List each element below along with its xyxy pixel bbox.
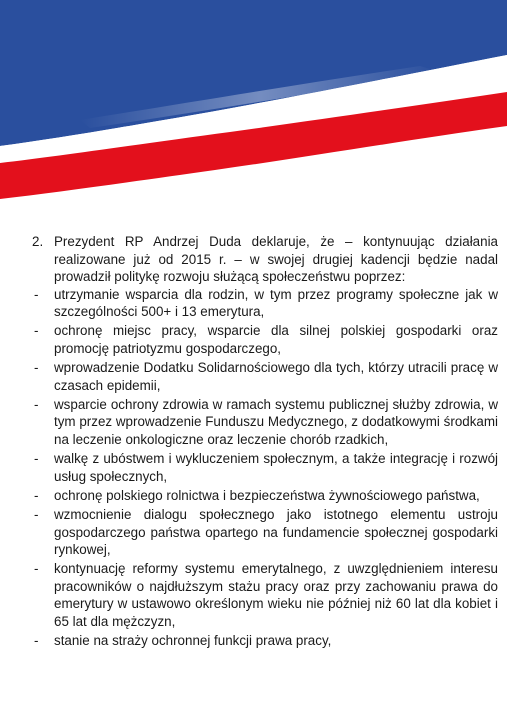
list-item (32, 632, 498, 650)
list-item-text: ochronę polskiego rolnictwa i bezpieczeństwa żywnościowego państwa, (54, 487, 480, 503)
bullet-dash: - (34, 633, 39, 649)
bullet-dash: - (34, 360, 39, 376)
list-item-text: utrzymanie wsparcia dla rodzin, w tym przez programy społeczne jak w szczególności 500+ i 13 emerytura, (54, 286, 498, 320)
flag-banner (0, 0, 507, 215)
list-item-text: stanie na straży ochronnej funkcji prawa pracy, (54, 633, 332, 649)
document-body (32, 233, 498, 651)
bullet-dash: - (34, 451, 39, 467)
list-item (32, 322, 498, 357)
list-item (32, 506, 498, 559)
list-item (32, 286, 498, 321)
commitments-list (32, 286, 498, 650)
list-item-text: walkę z ubóstwem i wykluczeniem społecznym, a także integrację i rozwój usług społecznych, (54, 451, 498, 484)
bullet-dash: - (34, 323, 39, 339)
list-item-text: kontynuację reformy systemu emerytalnego, z uwzględnieniem interesu pracowników o najdłuższym stażu pracy oraz przy zachowaniu prawa do emerytury w ustawowo określonym wieku nie później niż 60 lat dla kobiet i 65 lat dla mężczyzn, (54, 561, 498, 629)
list-item (32, 560, 498, 630)
list-item (32, 450, 498, 485)
flag-banner-graphic (0, 0, 507, 215)
bullet-dash: - (34, 396, 39, 412)
list-item (32, 396, 498, 449)
list-item (32, 487, 498, 505)
point-intro: Prezydent RP Andrzej Duda deklaruje, że – kontynuując działania realizowane już od 2015 r. – w swojej drugiej kadencji będzie nadal prowadził politykę rozwoju służącą społeczeństwu poprzez: (54, 234, 498, 285)
list-item-text: wsparcie ochrony zdrowia w ramach systemu publicznej służby zdrowia, w tym przez wprowadzenie Funduszu Medycznego, z dodatkowymi środkami na leczenie onkologiczne oraz leczenie chorób rzadkich, (54, 396, 498, 448)
point-2 (32, 233, 498, 286)
list-item (32, 359, 498, 394)
bullet-dash: - (34, 487, 39, 503)
bullet-dash: - (34, 506, 39, 522)
list-item-text: wprowadzenie Dodatku Solidarnościowego dla tych, którzy utracili pracę w czasach epidemii, (54, 360, 498, 393)
list-item-text: ochronę miejsc pracy, wsparcie dla silnej polskiej gospodarki oraz promocję patriotyzmu gospodarczego, (54, 323, 498, 357)
bullet-dash: - (34, 286, 39, 302)
list-item-text: wzmocnienie dialogu społecznego jako istotnego elementu ustroju gospodarczego państwa opartego na fundamencie społecznej gospodarki rynkowej, (54, 506, 498, 558)
point-number: 2. (32, 234, 44, 249)
bullet-dash: - (34, 561, 39, 577)
